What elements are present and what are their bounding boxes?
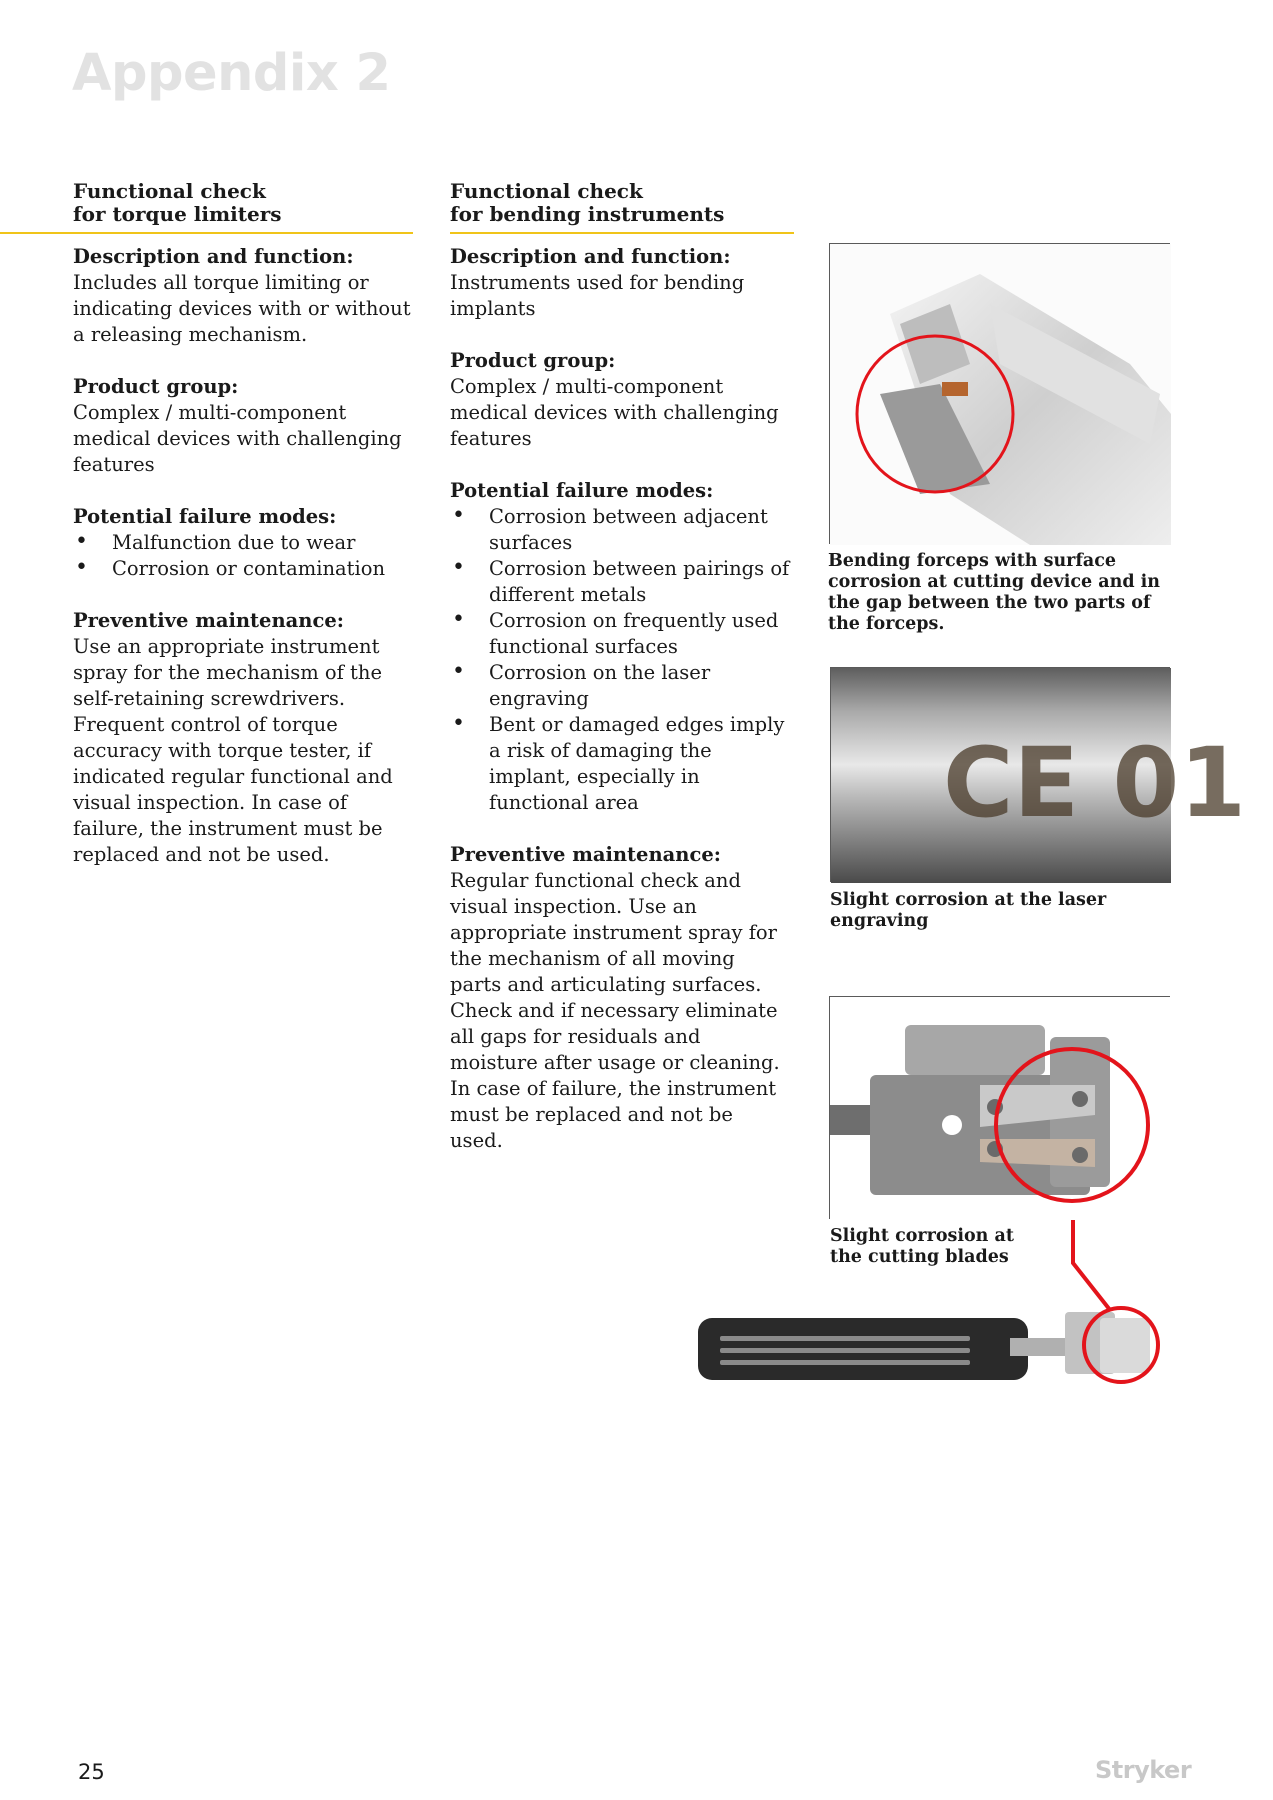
list-item: • Corrosion between adjacent surfaces xyxy=(450,504,790,556)
failure-modes-list xyxy=(450,504,790,816)
section-heading xyxy=(73,180,413,226)
maintenance-label: Preventive maintenance: xyxy=(450,843,721,866)
product-group-label: Product group: xyxy=(73,375,239,398)
bending-forceps-photo xyxy=(829,243,1170,544)
section-heading xyxy=(450,180,790,226)
brand-logo: Stryker xyxy=(1095,1756,1192,1784)
list-item: • Corrosion on the laser engraving xyxy=(450,660,790,712)
bending-instruments-section xyxy=(450,180,790,1180)
figure-caption: Slight corrosion at the cutting blades xyxy=(830,1226,1014,1267)
description-text: Includes all torque limiting or indicating devices with or without a releasing mechanism. xyxy=(73,271,411,346)
heading-line-1: Functional check xyxy=(73,179,266,203)
list-item: • Corrosion on frequently used functional surfaces xyxy=(450,608,790,660)
list-item: • Bent or damaged edges imply a risk of damaging the implant, especially in functional area xyxy=(450,712,790,816)
product-group-text: Complex / multi-component medical devices with challenging features xyxy=(73,401,402,476)
heading-line-2: for torque limiters xyxy=(73,202,282,226)
engraving-illustration xyxy=(831,668,1247,883)
heading-line-2: for bending instruments xyxy=(450,202,725,226)
figure-caption: Bending forceps with surface corrosion at cutting device and in the gap between the two parts of the forceps. xyxy=(828,551,1161,634)
list-item: • Corrosion or contamination xyxy=(73,556,413,582)
failure-modes-list xyxy=(73,530,413,582)
accent-rule xyxy=(450,232,794,234)
cutting-blades-illustration xyxy=(830,997,1171,1220)
product-group-label: Product group: xyxy=(450,349,616,372)
forceps-illustration xyxy=(830,244,1171,545)
list-item: • Malfunction due to wear xyxy=(73,530,413,556)
laser-engraving-photo xyxy=(830,667,1247,882)
cutting-blades-photo xyxy=(829,996,1170,1219)
maintenance-text: Use an appropriate instrument spray for the mechanism of the self-retaining screwdrivers. Frequent control of torque accuracy with torque tester, if indicated regular functional and visual inspection. In case of failure, the instrument must be replaced and not be used. xyxy=(73,635,393,866)
page-number: 25 xyxy=(78,1760,105,1784)
failure-modes-label: Potential failure modes: xyxy=(73,505,337,528)
description-label: Description and function: xyxy=(450,245,731,268)
connector-line xyxy=(1073,1220,1110,1310)
page-title: Appendix 2 xyxy=(72,44,391,103)
accent-rule xyxy=(0,232,413,234)
full-instrument-illustration xyxy=(680,1200,1180,1400)
maintenance-text: Regular functional check and visual inspection. Use an appropriate instrument spray for the mechanism of all moving parts and articulating surfaces. Check and if necessary eliminate all gaps for residuals and moisture after usage or cleaning. In case of failure, the instrument must be replaced and not be used. xyxy=(450,869,780,1152)
description-text: Instruments used for bending implants xyxy=(450,271,745,320)
heading-line-1: Functional check xyxy=(450,179,643,203)
engraving-text: CE 01 xyxy=(943,727,1247,839)
failure-modes-label: Potential failure modes: xyxy=(450,479,714,502)
description-label: Description and function: xyxy=(73,245,354,268)
figure-caption: Slight corrosion at the laser engraving xyxy=(830,890,1107,931)
product-group-text: Complex / multi-component medical devices with challenging features xyxy=(450,375,779,450)
torque-limiters-section xyxy=(73,180,413,894)
list-item: • Corrosion between pairings of different metals xyxy=(450,556,790,608)
maintenance-label: Preventive maintenance: xyxy=(73,609,344,632)
